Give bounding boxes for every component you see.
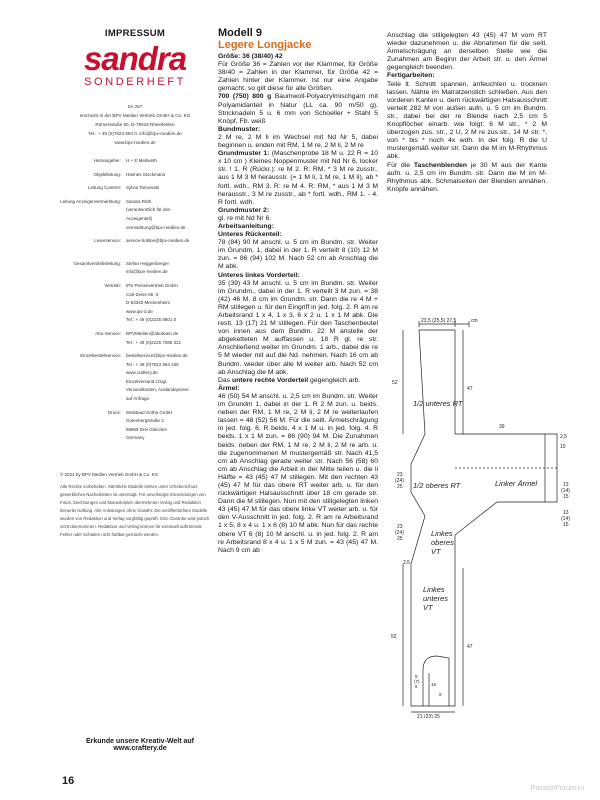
- arbeitsanleitung-heading: Arbeitsanleitung:: [218, 222, 274, 230]
- pattern-schematic: [387, 318, 587, 718]
- sleeve-side-label: 10: [560, 444, 566, 450]
- label-linkes-unteres-vt: Linkes unteres VT: [423, 585, 449, 612]
- credit-row: [60, 330, 210, 347]
- left-mid-lower-label: 23 (24) 25: [395, 524, 404, 542]
- craftery-link-line: Erkunde unsere Kreativ-Welt auf www.craftery.de: [85, 738, 194, 752]
- credit-row: [60, 409, 210, 443]
- instructions-column: [218, 27, 378, 555]
- left-mid-upper-label: 23 (24) 25: [395, 472, 404, 490]
- pocket-outline: [423, 656, 449, 706]
- credit-value: bestellservice@bpv-medien.de Tel.: + 49 (0)7623 964 155 www.craftery.de Einzelversand zzügl. Versandkosten, Auslandspreise auf Anfrage.: [126, 353, 189, 402]
- vorderteil-note: Das untere rechte Vorderteil gegengleich arb.: [218, 376, 361, 384]
- bottom-widths-label: 21 (23) 25: [417, 714, 440, 718]
- credit-value: Walstead Gotha GmbH Gutenbergstraße 3 99869 Drei Gleichen Germany: [126, 409, 173, 441]
- aermel-text: 46 (50) 54 M anschl. u. 2,5 cm im Bundm. str. Weiter im Grundm 1, dabei in der 1. R 2 M zun. u. beids. neben der RM, 1 M re, 2 M li, 2 M re weiterlaufen lassen = 48 (52) 56 M. Für die seitl. Ärmelschrägung in jed. folg. 6. R beids. 4 x 1 M u. in jed. folg. 4. R beids. 1 x 1 M zun. = 86 (90) 94 M. Die Zunahmen beids. neben der RM, 1 M re, 2 M li, 2 M re arb. u. die zugenommenen M mustergemäß str. Nach 41,5 cm ab Anschlag gerade weiter str. Nach 56 (58) 60 cm ab Anschlag die Arbeit in der Mitte teilen u. die li Hälfte = 43 (45) 47 M stillegen. Mit den rechten 43 (45) 47 M für das obere RT weiter arb. u. für den rückwärtigen Halsausschnitt über 18 cm gerade str. Dann die M stillegen. Nun mit den stillgelegten linken 43 (45) 47 M für das obere linke VT weiter arb. u. für den V-Ausschnitt in jed. folg. 2. R am re Arbeitsrand 1 x 5, 8 x 4 u. 1 x 6 (8) 10 M abk. Nun für das rechte obere VT 6 (8) 10 M anschl. u. in jed. folg. 2. R am re Arbeitsrand 8 x 4 u. 1 x 5 M zun. = 43 (45) 47 M. Nach 9 cm ab: [218, 392, 378, 554]
- credit-label: Leitung Anzeigenvermarktung:: [60, 198, 121, 204]
- credit-row: [60, 171, 210, 180]
- bundmuster-text: 2 M re, 2 M li im Wechsel mit Nd Nr 5, dabei beginnen u. enden mit RM, 1 M re, 2 M li, 2 M re: [218, 133, 378, 150]
- credit-row: [60, 282, 210, 325]
- sandra-logo-subtitle: SONDERHEFT: [84, 76, 186, 88]
- top-widths-label: 23,5 (25,5) 27,5: [421, 318, 457, 324]
- label-linker-aermel: Linker Ärmel: [495, 479, 538, 488]
- credit-label: Leitung Content:: [87, 185, 121, 191]
- credit-label: Objektleitung:: [93, 171, 121, 177]
- taschen-paragraph: Für die Taschenblenden je 30 M aus der Kante aufn. u. 2,5 cm im Bundm. str. Dann die M im M-Rhythmus abk. Schmalseiten der Blenden annähen. Knöpfe annähen.: [387, 161, 548, 193]
- page-number: 16: [62, 775, 75, 787]
- credit-value: Stefan Heggenberger info@bpv-medien.de: [126, 260, 170, 275]
- rights-text: Alle Rechte vorbehalten. Sämtliche Modelle stehen unter Urheberschutz, gewerbliches Nacharbeiten ist untersagt. Für unverlangte Einsendungen von Fotos, Zeichnungen und Manuskripten übernehmen Verlag und Redaktion keinerlei Haftung. Alle Anleitungen ohne Gewähr. Die veröffentlichten Modelle wurden von Redaktion und Verlag sorgfältig geprüft. Eine Garantie wird jedoch nicht übernommen. Redaktion und Verlag können für eventuell auftretende Fehler oder Schäden nicht haftbar gemacht werden.: [60, 484, 210, 538]
- watermark: PassionForum.ru: [530, 785, 584, 792]
- top-unit-label: cm: [471, 318, 478, 324]
- vorderteil-text: 35 (39) 43 M anschl. u. 5 cm im Bundm. str. Weiter im Grundm., dabei in der 1. R verteilt 3 M zun. = 38 (42) 46 M. 8 cm im Grundm. str. Dann die re 4 M + RM stillegen u. für den Eingriff in jed. folg. 2. R am re Arbeitsrand 1 x 4, 1 x 3, 6 x 2 u. 1 x 1 M abk. Die restl. 13 (17) 21 M stillegen. Für den Taschenbeutel von innen aus dem Bundm. 22 M anstelle der abgeketteten M auffassen u. 18 R gl. re str. Anschließend weiter im Grundm. 1 arb., dabei die re 5 M wieder mit auf die Nd. nehmen. Nach 16 cm ab Bundm. wieder über alle M weiter arb. Nach 52 cm ab Anschlag die M abk.: [218, 279, 378, 376]
- impressum-heading: IMPRESSUM: [104, 28, 166, 39]
- bottom-side-label: 2,5: [403, 560, 410, 566]
- credit-row: [60, 352, 210, 404]
- credit-label: Einzelbestellservice:: [80, 353, 121, 359]
- impressum-column: [60, 28, 210, 539]
- publisher-line: SA 267: [127, 104, 143, 109]
- ruecken-heading: Unteres Rückenteil:: [218, 231, 282, 239]
- right-mid-1-label: 13 (14) 15: [561, 482, 570, 500]
- right-height-rt-label: 47: [467, 386, 473, 392]
- left-height-outer-label: 52: [392, 380, 398, 386]
- sleeve-top-label: 39: [499, 424, 505, 430]
- credit-value: IPS Pressevertrieb GmbH Carl-Zeiss-Str. 5 D-53340 Meckenheim www.ips-d.de Tel.: + 49 (0)2225 8801 0: [126, 282, 178, 323]
- grundmuster2-heading: Grundmuster 2:: [218, 206, 269, 214]
- credit-row: [60, 260, 210, 277]
- credit-row: [60, 157, 210, 166]
- fertigarbeiten-heading: Fertigarbeiten:: [387, 72, 435, 80]
- model-subtitle: Legere Longjacke: [218, 39, 312, 51]
- credit-value: H + E Medweth: [126, 158, 157, 163]
- pocket-width-label: 9: [439, 692, 442, 697]
- publisher-line: www.bpv-medien.de: [114, 140, 156, 145]
- model-title: Modell 9: [218, 27, 263, 39]
- publisher-line: Tel.: + 49 (0)7623 964 0, info@bpv-medien.de: [88, 131, 182, 136]
- grundmuster2-text: gl. re mit Nd Nr 6.: [218, 214, 272, 222]
- copyright-line: © 2024 by BPV Medien Vertrieb GmbH & Co. KG: [60, 472, 159, 478]
- size-heading: Größe: 36 (38/40) 42: [218, 53, 283, 60]
- credit-label: Abo-Service:: [95, 330, 121, 336]
- credit-label: Leserservice:: [94, 238, 121, 244]
- fertigarbeiten-text: Teile lt. Schnitt spannen, anfeuchten u. trocknen lassen. Nähte im Matratzenstich schließen. Aus den vorderen Kanten u. dem rückwärtigen Halsausschnitt verteilt 282 M von außen aufn. u. 5 cm im Bundm. str., dabei bei der re Blende nach 2,5 cm 5 Knopflöcher einarb. wie folgt: 6 M str., * 2 M überzogen zus. str., 2 U, 2 M re zus.str., 14 M str. *, von * bis * noch 4x wdh. In der folg. R die U mustergemäß weiter str. Dann die M im M-Rhythmus abk.: [387, 80, 547, 161]
- aermel-heading: Ärmel:: [218, 384, 240, 392]
- credit-value: Sandra Rüth (verantwortlich für den Anzeigenteil) vermarktung@bpv-medien.de: [126, 198, 186, 230]
- bundmuster-heading: Bundmuster:: [218, 125, 261, 133]
- credit-value: Sylvia Tarnowski: [126, 185, 160, 191]
- right-text-column: [387, 32, 547, 194]
- credit-label: Vertrieb:: [104, 282, 121, 288]
- vorderteil-heading: Unteres linkes Vorderteil:: [218, 271, 300, 279]
- label-oberes-rt: 1/2 oberes RT: [413, 481, 461, 490]
- size-text: Für Größe 36 = Zahlen vor der Klammer, für Größe 38/40 = Zahlen in der Klammer, für Größe 42 = Zahlen hinter der Klammer. Ist nur eine Angabe gemacht, so gilt diese für alle Größen.: [218, 61, 378, 93]
- right-mid-2-label: 13 (14) 15: [561, 510, 570, 528]
- credit-label: Gesamtvertriebsleitung:: [73, 260, 121, 266]
- sandra-logo-word: sandra: [83, 40, 187, 77]
- credits-list: [60, 157, 210, 443]
- publisher-line: Römerstraße 90, D-79618 Rheinfelden: [95, 122, 175, 127]
- credit-label: Herausgeber:: [93, 158, 121, 163]
- credit-value: BPVMedien@aboteam.de Tel.: + 49 (0)2225 7085 321: [126, 330, 182, 345]
- left-height-lower-label: 52: [391, 634, 397, 640]
- right-height-lower-label: 47: [467, 644, 473, 650]
- credit-value: Hannes Stockmann: [126, 171, 166, 177]
- ruecken-text: 78 (84) 90 M anschl. u. 5 cm im Bundm. str. Weiter im Grundm. 1, dabei in der 1. R verteilt 8 (10) 12 M zun. = 86 (94) 102 M. Nach 52 cm ab Anschlag die M abk.: [218, 239, 378, 271]
- yarn-paragraph: [218, 93, 378, 125]
- pocket-small-label: 8 (7) 6: [414, 674, 420, 689]
- aermel-continued: Anschlag die stillgelegten 43 (45) 47 M vom RT wieder dazunehmen u. die Abnahmen für die seitl. Ärmelschrägung an derselben Stelle wie die Zunahmen am Beginn der Arbeit str. u. den Ärmel gegengleich beenden.: [387, 32, 547, 72]
- credit-value: service-hotline@bpv-medien.de: [126, 238, 190, 244]
- grundmuster1-heading: Grundmuster 1:: [218, 150, 270, 158]
- credit-row: [60, 237, 210, 246]
- pocket-height-label: 16: [431, 682, 437, 687]
- grundmuster1-text: (Maschenprobe 18 M u. 22 R = 10 x 10 cm ) Kleines Noppenmuster mit Nd Nr 6, locker str. ! 1. R (Rückr.): re M 2. R: RM, * 3 M re zusstr., aus 1 M 3 M herausstr. (= 1 M li, 1 M re, 1 M li), ab * fortl. wdh., RM 3. R: re M 4. R: RM, * aus 1 M 3 M herausstr., 3 M re zusstr., ab * fortl. wdh., RM 1. - 4. R fortl. wdh.: [218, 150, 378, 206]
- publisher-line: erscheint in der BPV Medien Vertrieb GmbH & Co. KG: [79, 113, 191, 118]
- publisher-block: [60, 102, 210, 147]
- credit-row: [60, 184, 210, 193]
- credit-label: Druck:: [107, 409, 121, 415]
- yarn-amount: 700 (750) 800 g: [218, 93, 272, 101]
- grundmuster1-paragraph: [218, 150, 378, 207]
- credit-row: [60, 198, 210, 232]
- schematic-outline: [411, 330, 557, 706]
- shoulder-side-label: 2,5: [560, 434, 567, 440]
- label-linkes-oberes-vt: Linkes oberes VT: [431, 529, 454, 556]
- yarn-text: Baumwoll-Polyacrylmischgarn mit Polyamidanteil in Natur (LL ca. 90 m/50 g). Stricknadeln 5 u. 6 mm von Schoeller + Stahl 5 Knöpf, Fb. weiß: [218, 93, 378, 125]
- label-unteres-rt: 1/2 unteres RT: [413, 399, 463, 408]
